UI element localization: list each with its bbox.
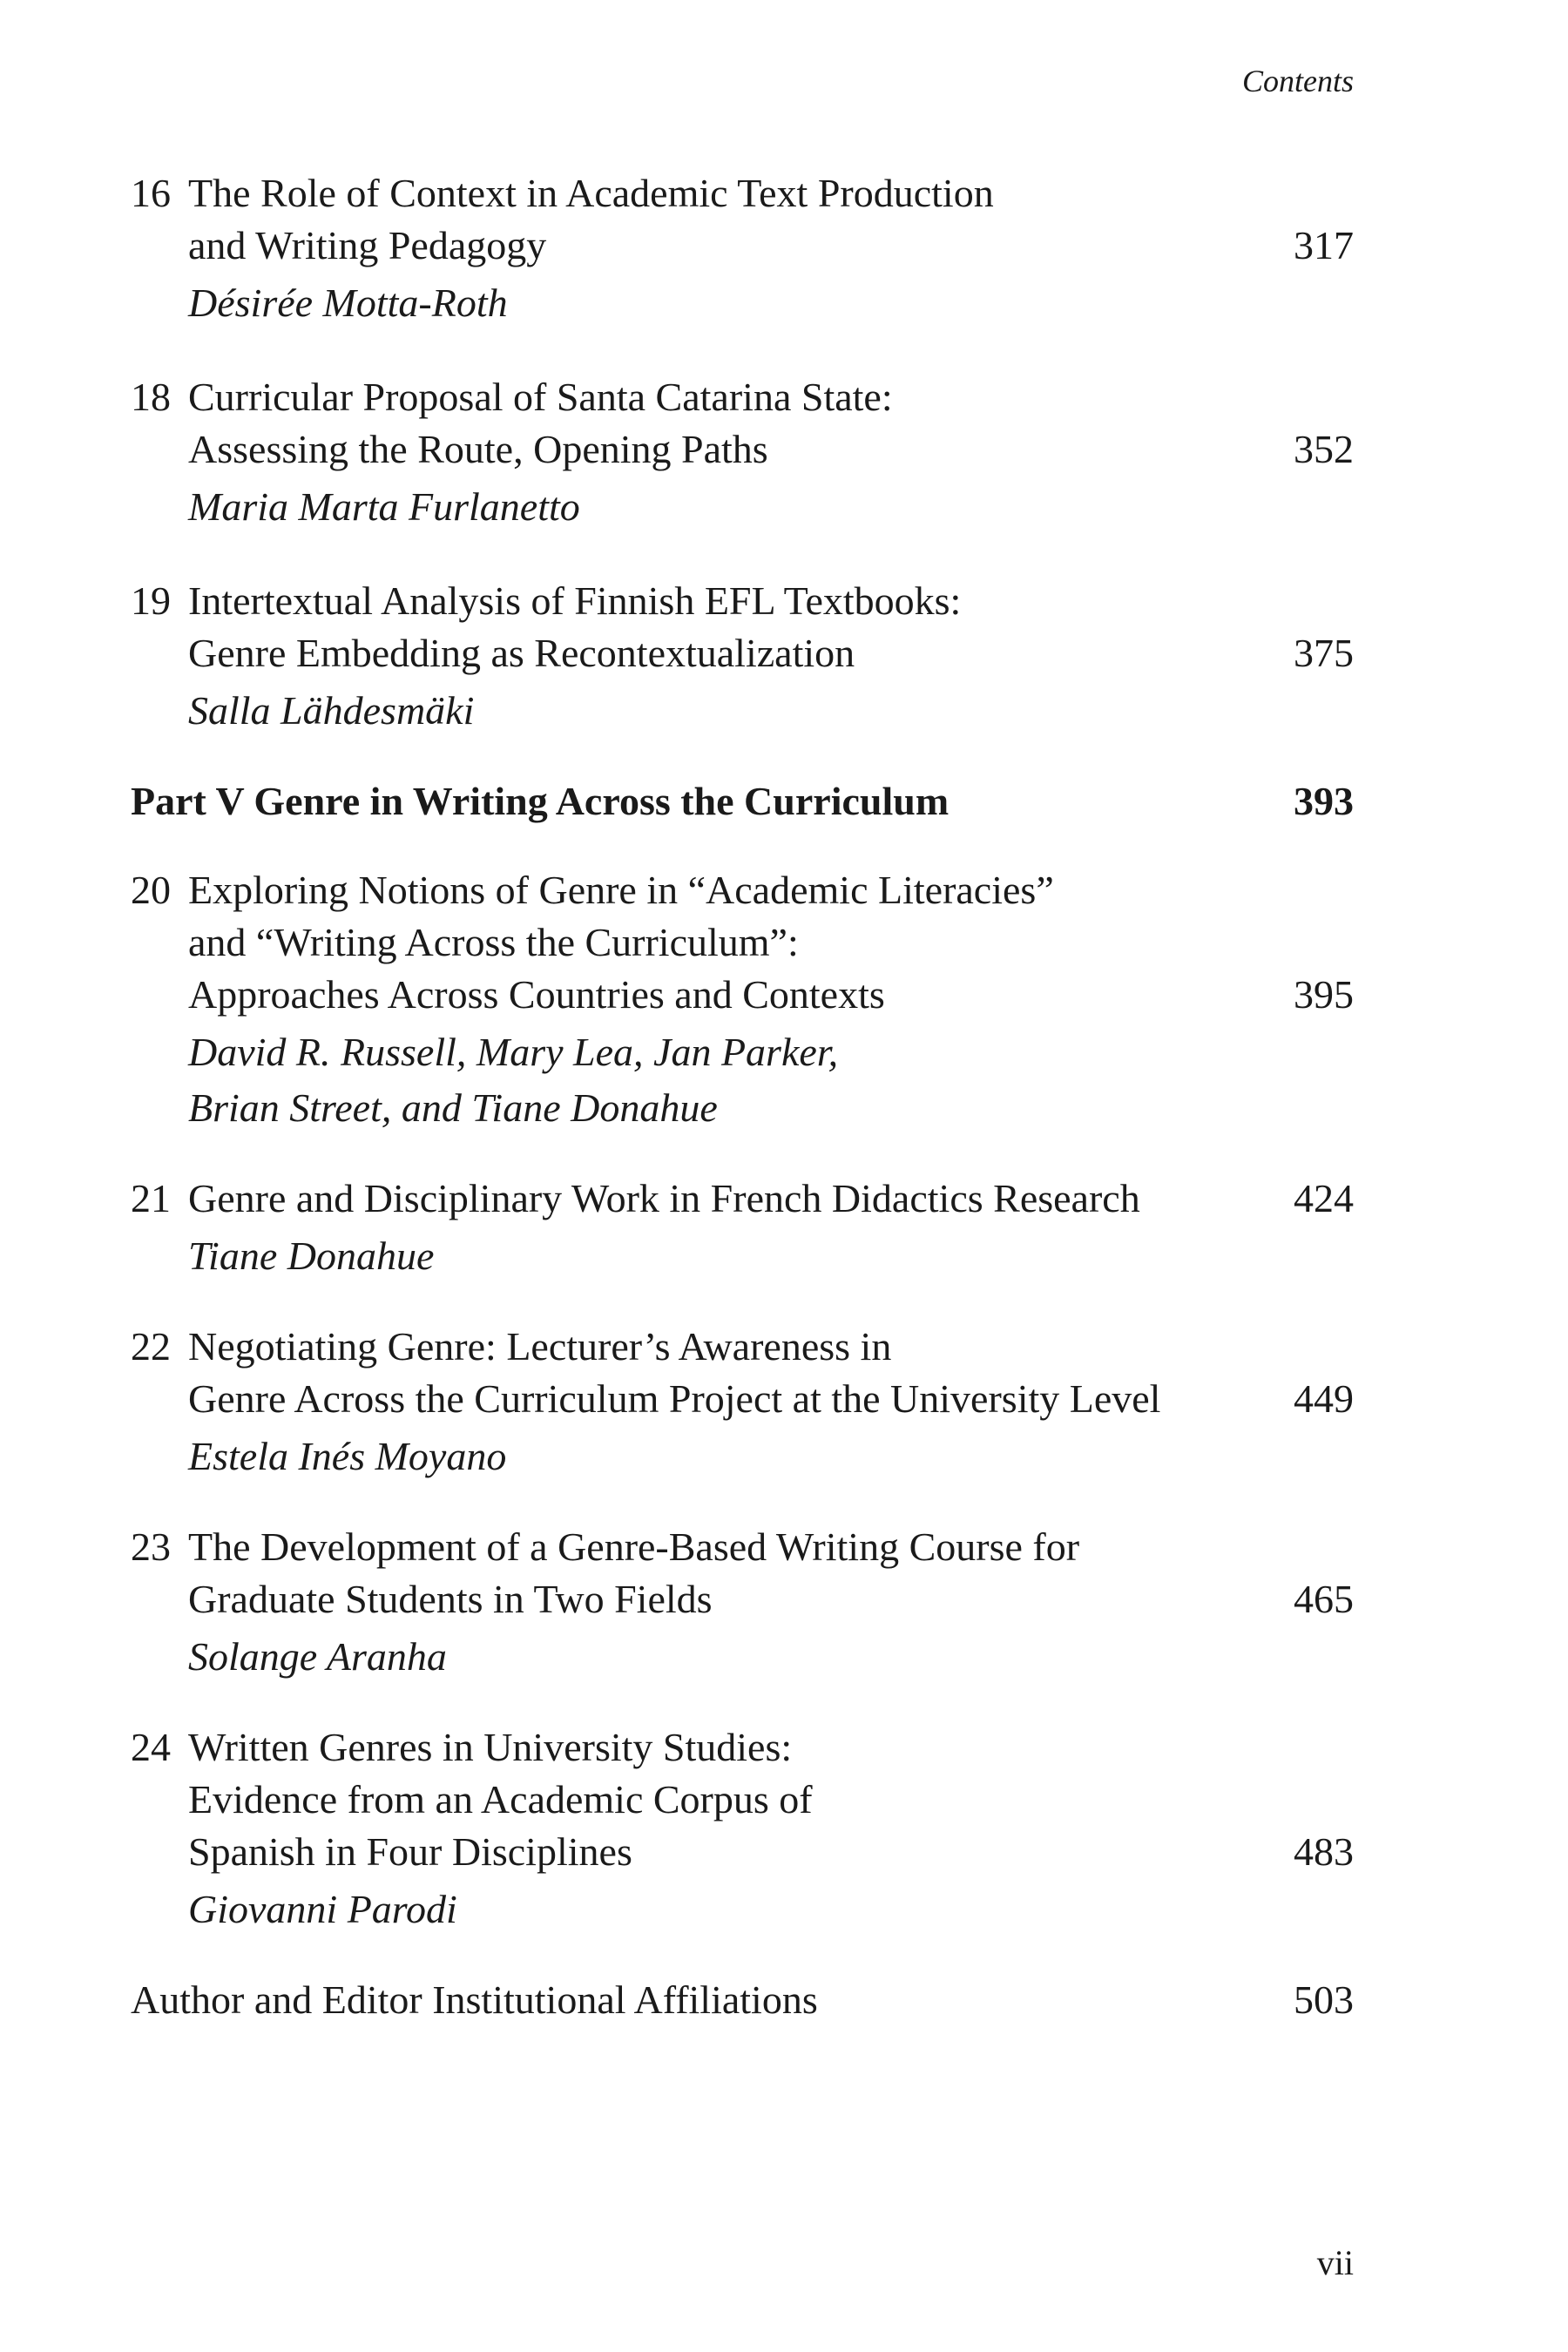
part-title: Part V Genre in Writing Across the Curriculum — [131, 779, 950, 823]
toc-entry-24[interactable] — [131, 1721, 1354, 1937]
page-folio: vii — [1316, 2243, 1354, 2282]
chapter-title-line: Intertextual Analysis of Finnish EFL Textbooks: — [188, 578, 962, 623]
chapter-title-line: Graduate Students in Two Fields — [188, 1577, 713, 1621]
toc-entry-20[interactable] — [131, 864, 1354, 1136]
page-number: 393 — [1294, 779, 1354, 823]
chapter-title-line: Approaches Across Countries and Contexts — [188, 972, 885, 1017]
chapter-title-line: Genre Across the Curriculum Project at the University Level — [188, 1376, 1161, 1421]
chapter-title-line: Negotiating Genre: Lecturer’s Awareness in — [188, 1324, 892, 1369]
page-number: 317 — [1294, 223, 1354, 267]
page-number: 483 — [1294, 1829, 1354, 1874]
chapter-number: 21 — [131, 1176, 171, 1220]
chapter-title-line: and Writing Pedagogy — [188, 223, 547, 267]
chapter-title-line: Genre and Disciplinary Work in French Didactics Research — [188, 1176, 1140, 1220]
page-number: 395 — [1294, 972, 1354, 1017]
chapter-title-line: Assessing the Route, Opening Paths — [188, 427, 768, 471]
chapter-title-line: Written Genres in University Studies: — [188, 1725, 793, 1769]
running-head: Contents — [1241, 64, 1354, 98]
chapter-author: Giovanni Parodi — [188, 1887, 457, 1931]
chapter-number: 19 — [131, 578, 171, 623]
chapter-title-line: and “Writing Across the Curriculum”: — [188, 920, 799, 964]
chapter-number: 22 — [131, 1324, 171, 1369]
chapter-author: Estela Inés Moyano — [188, 1434, 507, 1478]
chapter-title-line: Evidence from an Academic Corpus of — [188, 1777, 813, 1821]
chapter-number: 23 — [131, 1524, 171, 1569]
toc-entry-16[interactable] — [131, 167, 1354, 331]
chapter-title-line: Genre Embedding as Recontextualization — [188, 631, 855, 675]
chapter-number: 16 — [131, 171, 171, 215]
chapter-number: 24 — [131, 1725, 171, 1769]
toc-entry-21[interactable] — [131, 1173, 1354, 1284]
chapter-author: Brian Street, and Tiane Donahue — [188, 1085, 718, 1130]
toc-entry-affiliations[interactable] — [131, 1974, 1354, 2026]
chapter-author: Solange Aranha — [188, 1634, 447, 1679]
toc-entry-19[interactable] — [131, 575, 1354, 739]
chapter-title-line: Curricular Proposal of Santa Catarina State: — [188, 375, 893, 419]
chapter-author: David R. Russell, Mary Lea, Jan Parker, — [188, 1030, 839, 1074]
toc-part-heading[interactable] — [131, 775, 1354, 828]
chapter-number: 20 — [131, 868, 171, 912]
page-number: 352 — [1294, 427, 1354, 471]
chapter-author: Salla Lähdesmäki — [188, 688, 475, 733]
chapter-author: Maria Marta Furlanetto — [188, 484, 580, 529]
toc-entry-22[interactable] — [131, 1321, 1354, 1484]
chapter-number: 18 — [131, 375, 171, 419]
chapter-title-line: The Role of Context in Academic Text Production — [188, 171, 994, 215]
chapter-title-line: Exploring Notions of Genre in “Academic Literacies” — [188, 868, 1054, 912]
chapter-author: Tiane Donahue — [188, 1233, 435, 1278]
chapter-author: Désirée Motta-Roth — [188, 280, 508, 325]
entry-title: Author and Editor Institutional Affiliations — [131, 1977, 818, 2022]
page-number: 465 — [1294, 1577, 1354, 1621]
chapter-title-line: The Development of a Genre-Based Writing Course for — [188, 1524, 1080, 1569]
page-number: 424 — [1294, 1176, 1354, 1220]
toc-entry-18[interactable] — [131, 371, 1354, 535]
page-number: 449 — [1294, 1376, 1354, 1421]
page-number: 375 — [1294, 631, 1354, 675]
toc-entry-23[interactable] — [131, 1521, 1354, 1685]
chapter-title-line: Spanish in Four Disciplines — [188, 1829, 632, 1874]
table-of-contents — [131, 167, 1354, 2026]
page-number: 503 — [1294, 1977, 1354, 2022]
